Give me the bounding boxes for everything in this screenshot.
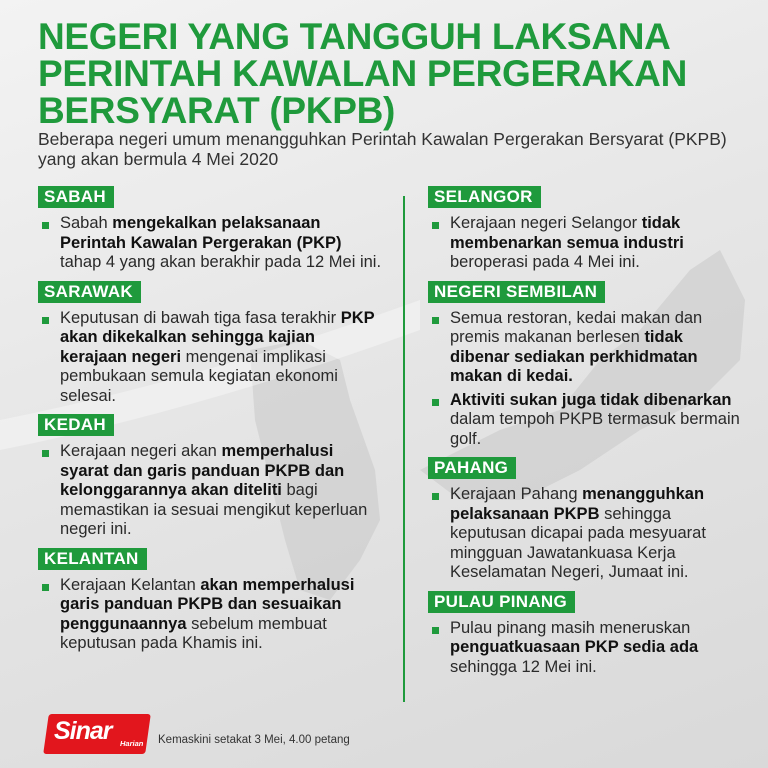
update-note: Kemaskini setakat 3 Mei, 4.00 petang (158, 734, 350, 746)
bullet-text: dalam tempoh PKPB termasuk bermain golf. (450, 410, 740, 448)
bullet-square-icon (432, 317, 439, 324)
state-section (38, 548, 382, 654)
bullet-square-icon (42, 222, 49, 229)
bullet-text: Semua restoran, kedai makan dan premis makanan berlesen (450, 308, 703, 346)
page-title (38, 18, 758, 129)
bullet-text: beroperasi pada 4 Mei ini. (450, 253, 640, 271)
state-header: PAHANG (428, 457, 516, 479)
bullet-point (42, 309, 382, 407)
bullet-point (42, 442, 382, 540)
bullet-text-bold: memperhalusi syarat dan garis panduan PKPB dan kelonggarannya akan diteliti (60, 442, 345, 499)
state-header: SABAH (38, 186, 114, 208)
column-divider (403, 196, 405, 702)
title-line-3: BERSYARAT (PKPB) (38, 90, 396, 131)
state-section (428, 186, 740, 273)
bullet-point (432, 619, 740, 678)
bullet-square-icon (432, 627, 439, 634)
bullet-point (432, 391, 740, 450)
state-section (38, 414, 382, 540)
bullet-square-icon (432, 493, 439, 500)
bullet-point (432, 214, 740, 273)
title-line-2: PERINTAH KAWALAN PERGERAKAN (38, 53, 688, 94)
bullet-text: sehingga keputusan dicapai pada mesyuarat mingguan Jawatankuasa Kerja Keselamatan Negeri, Jumaat ini. (450, 504, 706, 581)
state-section (428, 281, 740, 450)
bullet-square-icon (42, 450, 49, 457)
bullet-text-bold: tidak dibenar sediakan perkhidmatan makan di kedai. (450, 328, 698, 385)
bullet-point (432, 485, 740, 583)
bullet-text-bold: Aktiviti sukan juga tidak dibenarkan (450, 390, 732, 409)
state-header: NEGERI SEMBILAN (428, 281, 605, 303)
state-section (428, 591, 740, 678)
subtitle: Beberapa negeri umum menangguhkan Perintah Kawalan Pergerakan Bersyarat (PKPB) yang akan bermula 4 Mei 2020 (38, 129, 727, 169)
bullet-text: mengenai implikasi pembukaan semula kegiatan ekonomi selesai. (60, 347, 338, 405)
bullet-text: Kerajaan Kelantan (60, 575, 201, 594)
bullet-text: Pulau pinang masih meneruskan (450, 618, 691, 637)
left-column (38, 186, 382, 662)
bullet-text: sebelum membuat keputusan pada Khamis ini. (60, 614, 327, 652)
bullet-text: Keputusan di bawah tiga fasa terakhir (60, 308, 341, 327)
right-column (428, 186, 740, 685)
bullet-text: bagi memastikan ia sesuai mengikut keperluan negeri ini. (60, 481, 368, 538)
state-section (428, 457, 740, 583)
bullet-point (42, 214, 382, 273)
bullet-text: Kerajaan negeri akan (60, 442, 222, 460)
bullet-text: sehingga 12 Mei ini. (450, 657, 597, 676)
bullet-square-icon (42, 317, 49, 324)
bullet-text: Sabah (60, 214, 113, 232)
bullet-text-bold: tidak membenarkan semua industri (450, 214, 684, 252)
logo-name: Sinar (54, 717, 112, 745)
bullet-text-bold: PKP akan dikekalkan sehingga kajian kerajaan negeri (60, 308, 375, 366)
bullet-text-bold: akan memperhalusi garis panduan PKPB dan sesuaikan penggunaannya (60, 575, 355, 633)
bullet-square-icon (42, 584, 49, 591)
state-header: SELANGOR (428, 186, 541, 208)
bullet-text: Kerajaan negeri Selangor (450, 214, 642, 232)
bullet-text: tahap 4 yang akan berakhir pada 12 Mei ini. (60, 253, 382, 271)
state-header: KELANTAN (38, 548, 147, 570)
state-section (38, 281, 382, 407)
title-line-1: NEGERI YANG TANGGUH LAKSANA (38, 16, 671, 57)
bullet-text-bold: mengekalkan pelaksanaan Perintah Kawalan Pergerakan (PKP) (60, 214, 342, 252)
state-section (38, 186, 382, 273)
bullet-point (42, 576, 382, 654)
sinar-harian-logo (46, 714, 148, 754)
logo-subname: Harian (120, 739, 144, 748)
bullet-point (432, 309, 740, 387)
state-header: PULAU PINANG (428, 591, 575, 613)
bullet-text-bold: menangguhkan pelaksanaan PKPB (450, 485, 705, 523)
bullet-text-bold: penguatkuasaan PKP sedia ada (450, 638, 699, 656)
bullet-text: Kerajaan Pahang (450, 485, 583, 503)
bullet-square-icon (432, 399, 439, 406)
bullet-square-icon (432, 222, 439, 229)
state-header: KEDAH (38, 414, 114, 436)
state-header: SARAWAK (38, 281, 141, 303)
